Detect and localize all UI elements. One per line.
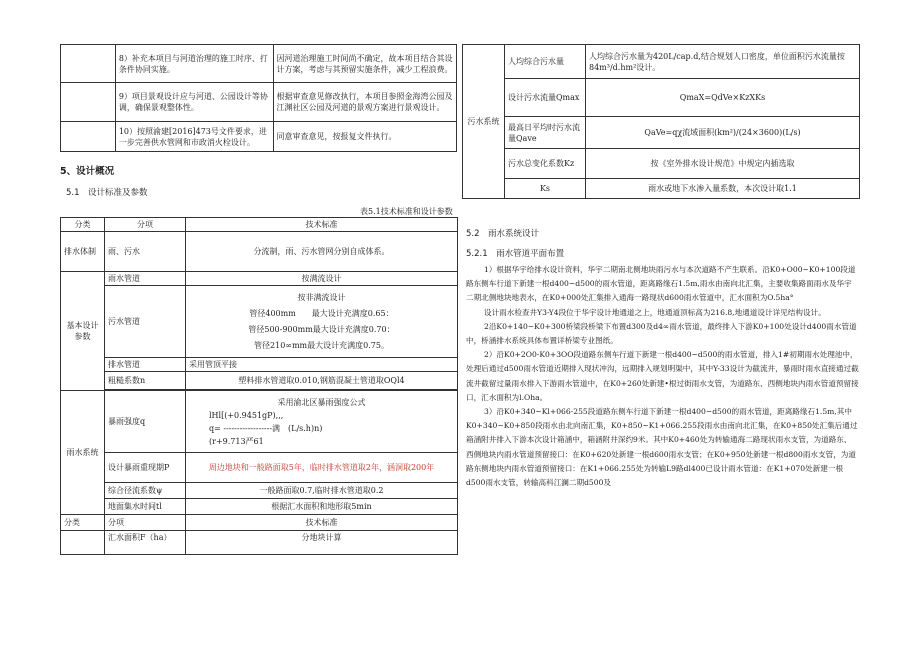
cat-basic: 基本设计参数 — [61, 272, 105, 391]
item-return-period: 设计暴雨重现期P — [105, 453, 186, 483]
tech-line: 管径500-900mm最大设计充满度0.70： — [248, 324, 395, 334]
item-rain-sewage: 雨、污水 — [105, 232, 186, 272]
tech-line: (r+9.713严61 — [209, 436, 264, 446]
tech-return-period: 周边地块和一般路面取5年，临时排水管道取2年，涵洞取200年 — [186, 453, 458, 483]
footer-class: 分类 — [61, 515, 105, 531]
footer-item: 分项 — [105, 515, 186, 531]
item-drain-pipe: 排水管道 — [105, 358, 186, 372]
blank-cell — [61, 531, 105, 555]
sewage-item: 设计污水流量Qmax — [505, 79, 586, 117]
sewage-item: 污水总变化系数Kz — [505, 149, 586, 179]
review-response: 因河道治理施工时间尚不确定，故本项目结合其设计方案，考虑与其预留实施条件，减少工程浪费。 — [273, 45, 457, 83]
blank-cell — [61, 122, 116, 152]
section-5-title: 5、设计概况 — [60, 166, 115, 177]
sewage-item: 人均综合污水量 — [505, 45, 586, 79]
review-item: 8）补充本项目与河道治理的施工时序、打条件协同实施。 — [115, 45, 273, 83]
paragraph: 2）沿K0+2O0-K0+3OO段道路东侧车行道下新建一根d400~d500的雨水管道，排入1#初期雨水处理池中，处理后通过d500雨水管道近期排入现状冲沟，远期排入规划明渠中，其中Y-33设计为截流井，暴雨时雨水直接通过截流井截留过量雨水排入下游雨水管道中，在K0+260处新建•根过街雨水支管，为道路东、西侧地块内雨水管道预留接口，汇水面积为l.Oha。 — [466, 350, 859, 402]
item-roughness: 粗糙系数n — [105, 372, 186, 390]
sewage-item: 最高日平均时污水流量Qave — [505, 117, 586, 149]
review-response: 同意审查意见，按报复文件执行。 — [273, 122, 457, 152]
cat-drainage: 排水体制 — [61, 232, 105, 272]
tech-line: 按非满流设计 — [297, 292, 346, 302]
section-5-1-title: 5.1 设计标准及参数 — [66, 188, 148, 198]
tech-line: q= ------------------满 (L/s.h)n) — [209, 423, 323, 433]
item-sewage-pipe: 污水管道 — [105, 286, 186, 358]
section-5-2-1-title: 5.2.1 雨水管道平面布置 — [466, 249, 565, 259]
item-concentration: 地面集水时间tl — [105, 499, 186, 515]
item-catchment-area: 汇水面积F（ha） — [105, 531, 186, 555]
sewage-tech: 雨水或地下水渗入量系数，本次设计取1.1 — [586, 179, 860, 199]
sewage-tech: QaVe=qχ流域面积(km²)/(24×3600)(L/s) — [586, 117, 860, 149]
section-5-2-title: 5.2 雨水系统设计 — [466, 229, 540, 239]
blank-cell — [61, 45, 116, 83]
item-runoff: 综合径流系数ψ — [105, 483, 186, 499]
tech-catchment-area: 分地块计算 — [186, 531, 458, 555]
tech-drain-pipe: 采用管顶平接 — [186, 358, 458, 372]
tech-line: 采用渝北区暴雨强度公式 — [277, 397, 366, 407]
header-class: 分类 — [61, 218, 105, 232]
tech-rain-pipe: 按满流设计 — [186, 272, 458, 286]
tech-sewage-pipe — [186, 286, 458, 358]
sewage-tech: QmaX=QdVe×KzXKs — [586, 79, 860, 117]
tech-line: 管径400mm 最大设计充满度0.65： — [249, 308, 394, 318]
paragraph: 设计雨水检查井Y3-Y4段位于华宇设计地通道之上，地通道顶标高为216.8,地通道设计详见结构设计。 — [484, 307, 826, 317]
paragraph: 3）沿K0+340~Kl+066-255段道路东侧车行道下新建一根d400~d500的雨水管道，距离路缘石1.5m,其中K0+340~K0+850段雨水由北向南汇集，K0+850~K1+066.255段雨水由南向北汇集，在K0+850处汇集后通过箱涵附井排入下游本次设计箱涵中，箱涵附井深约9米。其中K0+460处为转输通海二路现状雨水支管，为道路东、西侧地块内雨水管道预留接口：在K0+620处新建一根d600雨水支管；在K0+950处新建一根d800雨水支管，为道路东侧地块内雨水管道预留接口：在K1+066.255处为转输L9路dl400已设计雨水管道：在K1+070处新建一根d500雨水支管，转输高科江澜二期d500及 — [466, 407, 858, 488]
sewage-item: Ks — [505, 179, 586, 199]
header-tech: 技术标准 — [186, 218, 458, 232]
review-table — [60, 44, 457, 152]
item-intensity: 暴雨强度q — [105, 391, 186, 453]
table-caption: 表5.1技术标准和设计参数 — [360, 207, 453, 216]
cat-sewage: 污水系统 — [463, 45, 505, 199]
tech-runoff: 一般路面取0.7,临时排水管道取0.2 — [186, 483, 458, 499]
tech-roughness: 塑料排水管道取0.010,钢筋混凝土管道取OQl4 — [186, 372, 458, 390]
header-item: 分项 — [105, 218, 186, 232]
review-item: 9）项目景观设计应与河道、公园设计等协调，确保景观整体性。 — [115, 83, 273, 122]
footer-tech: 技术标准 — [186, 515, 458, 531]
review-response: 根据审查意见修改执行，本项目参照金海湾公园及江渊社区公园及河道的景观方案进行景观设计。 — [273, 83, 457, 122]
review-item: 10）按照渝建[2016]473号文件要求，进一步完善供水管网和市政消火栓设计。 — [115, 122, 273, 152]
sewage-tech: 人均综合污水量为420L/cap.d,结合规划人口密度，单位面积污水流量按84m³/d.hm²设计。 — [586, 45, 860, 79]
item-rain-pipe: 雨水管道 — [105, 272, 186, 286]
sewage-table — [462, 44, 860, 199]
paragraph: 1）根据华宇给排水设计资料，华宇二期南北侧地块雨污水与本次道路不产生联系。沿K0+O00~K0+100段道路东侧车行道下新建一根d400~d500的雨水管道，距离路缘石1.5m,雨水由南向北汇集，主要收集路面雨水及华宇二期北侧地块地表水，在K0+000处汇集排入通海一路现状d600雨水管道中，汇水面积为O.5ha° — [466, 265, 856, 303]
sewage-tech: 按《室外排水设计规范》中规定内插选取 — [586, 149, 860, 179]
tech-concentration: 根据汇水面积和地形取5min — [186, 499, 458, 515]
rain-design-text — [466, 263, 859, 490]
tech-line: 管径210∞mm最大设计充满度0.75。 — [254, 340, 389, 350]
paragraph: 2沿K0+140~K0+300桥梁段桥梁下布置d300及d4∞雨水管道，最终排入下游K0+100处设计d400雨水管道中，桥涵排水系统具体布置详桥梁专业图纸。 — [466, 321, 857, 346]
design-params-table — [60, 217, 458, 555]
tech-split: 分流制，雨、污水管网分别自成体系。 — [186, 232, 458, 272]
tech-line: lHl[(+0.9451gP),,, — [209, 410, 284, 420]
cat-rain: 雨水系统 — [61, 391, 105, 515]
blank-cell — [61, 83, 116, 122]
tech-intensity — [186, 391, 458, 453]
